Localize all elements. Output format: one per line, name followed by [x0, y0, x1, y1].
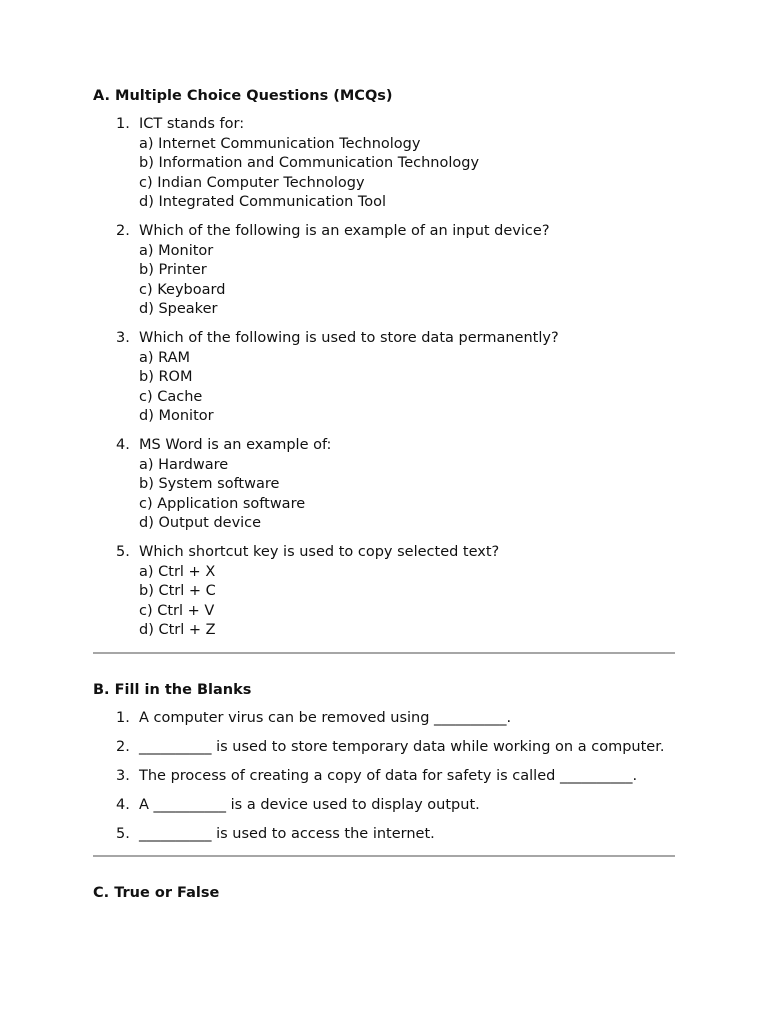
fill-blanks-list	[93, 709, 675, 845]
question-text: Which of the following is used to store data permanently?	[139, 330, 559, 346]
option-d: d) Ctrl + Z	[139, 622, 216, 638]
question-number: 1.	[116, 709, 130, 726]
option-a: a) Ctrl + X	[139, 563, 216, 580]
section-c-title: C. True or False	[93, 885, 220, 901]
option-a: a) Internet Communication Technology	[139, 135, 421, 152]
option-c: c) Indian Computer Technology	[139, 174, 365, 191]
option-a: a) Hardware	[139, 456, 229, 473]
option-b: b) ROM	[139, 369, 193, 385]
option-d: d) Integrated Communication Tool	[139, 194, 387, 210]
question-number: 5.	[116, 825, 130, 842]
option-b: b) Information and Communication Technology	[139, 155, 480, 171]
option-a: a) RAM	[139, 349, 191, 366]
mcq-question-1	[93, 115, 675, 213]
option-d: d) Monitor	[139, 408, 214, 424]
fill-blank-question-1	[93, 709, 675, 729]
question-text: __________ is used to store temporary data while working on a computer.	[139, 738, 665, 755]
fill-blank-question-4	[93, 796, 675, 816]
question-text: __________ is used to access the internet.	[139, 825, 435, 842]
option-a: a) Monitor	[139, 242, 214, 259]
option-d: d) Speaker	[139, 301, 218, 317]
question-number: 4.	[116, 796, 130, 813]
option-d: d) Output device	[139, 515, 262, 531]
section-divider	[93, 855, 675, 857]
mcq-list	[93, 115, 675, 641]
section-divider	[93, 652, 675, 654]
question-number: 3.	[116, 767, 130, 784]
question-text: MS Word is an example of:	[139, 437, 332, 453]
option-c: c) Ctrl + V	[139, 602, 215, 619]
question-number: 2.	[116, 738, 130, 755]
question-text: The process of creating a copy of data for safety is called __________.	[139, 767, 638, 784]
fill-blank-question-3	[93, 767, 675, 787]
mcq-question-3	[93, 329, 675, 427]
fill-blank-question-5	[93, 825, 675, 845]
option-c: c) Keyboard	[139, 281, 226, 298]
question-number: 3.	[116, 330, 130, 346]
mcq-question-4	[93, 436, 675, 534]
section-a-title: A. Multiple Choice Questions (MCQs)	[93, 88, 393, 104]
question-text: Which shortcut key is used to copy selected text?	[139, 544, 500, 560]
option-b: b) System software	[139, 476, 280, 492]
question-number: 2.	[116, 223, 130, 239]
section-b-title: B. Fill in the Blanks	[93, 681, 252, 698]
mcq-question-5	[93, 543, 675, 641]
worksheet	[93, 86, 675, 903]
option-b: b) Printer	[139, 262, 207, 278]
question-text: ICT stands for:	[139, 116, 245, 132]
question-number: 5.	[116, 544, 130, 560]
question-number: 1.	[116, 116, 130, 132]
question-text: A computer virus can be removed using __________.	[139, 709, 512, 726]
option-c: c) Application software	[139, 495, 306, 512]
mcq-question-2	[93, 222, 675, 320]
question-number: 4.	[116, 437, 130, 453]
option-c: c) Cache	[139, 388, 203, 405]
option-b: b) Ctrl + C	[139, 583, 216, 599]
question-text: A __________ is a device used to display output.	[139, 796, 480, 813]
fill-blank-question-2	[93, 738, 675, 758]
question-text: Which of the following is an example of an input device?	[139, 223, 550, 239]
